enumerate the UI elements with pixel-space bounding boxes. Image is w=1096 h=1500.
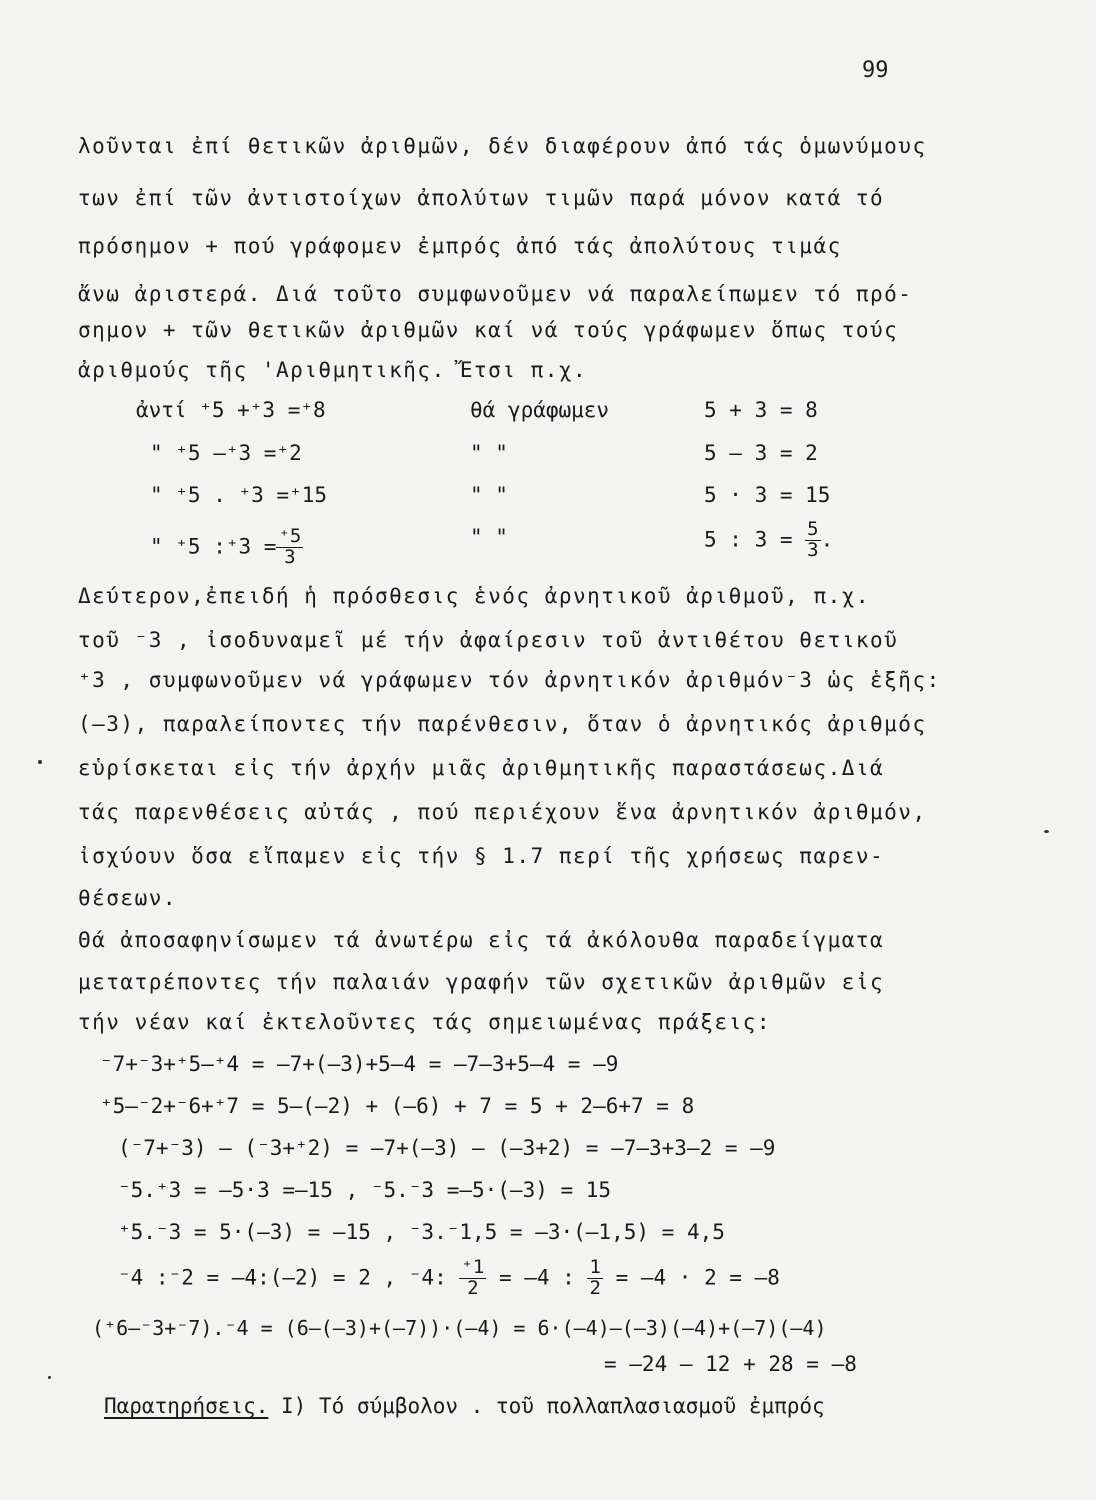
fraction-numerator: 1 [589, 1256, 601, 1278]
equation-line: ⁺5–⁻2+⁻6+⁺7 = 5–(–2) + (–6) + 7 = 5 + 2–6+7 = 8 [100, 1094, 695, 1118]
text-line: μετατρέποντες τήν παλαιάν γραφήν τῶν σχετικῶν ἀριθμῶν εἰς [78, 970, 885, 994]
remarks-line [104, 1396, 825, 1417]
text-line: τήν νέαν καί ἐκτελοῦντες τάς σημειωμένας πράξεις: [78, 1010, 772, 1034]
equation-line: (⁻7+⁻3) – (⁻3+⁺2) = –7+(–3) – (–3+2) = –7–3+3–2 = –9 [118, 1136, 776, 1160]
fraction-numerator: ⁺5 [278, 525, 302, 547]
fraction-denominator: 3 [807, 538, 819, 561]
example-middle-text: " " [470, 525, 508, 549]
text-line: ἀριθμούς τῆς 'Αριθμητικῆς. Ἔτσι π.χ. [78, 358, 588, 382]
page-number: 99 [862, 58, 889, 83]
fraction [459, 1258, 486, 1299]
text-line: Δεύτερον,ἐπειδή ἡ πρόσθεσις ἑνός ἀρνητικοῦ ἀριθμοῦ, π.χ. [78, 584, 871, 608]
example-old-notation: " ⁺5 –⁺3 =⁺2 [150, 441, 302, 465]
example-old-notation: " ⁺5 . ⁺3 =⁺15 [150, 483, 328, 507]
text-line: τοῦ ⁻3 , ἰσοδυναμεῖ μέ τήν ἀφαίρεσιν τοῦ ἀντιθέτου θετικοῦ [78, 628, 899, 652]
fraction-numerator: 5 [807, 518, 819, 540]
example-new-notation [704, 520, 833, 561]
equation-line: ⁺5.⁻3 = 5·(–3) = –15 , ⁻3.⁻1,5 = –3·(–1,5) = 4,5 [118, 1220, 725, 1244]
example-old-notation [150, 527, 303, 568]
fraction [276, 527, 303, 568]
text-line: πρόσημον + πού γράφομεν ἐμπρός ἀπό τάς ἀπολύτους τιμάς [78, 234, 842, 258]
text-line: ⁺3 , συμφωνοῦμεν νά γράφωμεν τόν ἀρνητικόν ἀριθμόν⁻3 ὡς ἑξῆς: [78, 668, 941, 692]
scan-speck [48, 1376, 51, 1379]
fraction-denominator: 3 [284, 545, 296, 568]
remarks-text: I) Τό σύμβολον . τοῦ πολλαπλασιασμοῦ ἐμπρός [281, 1394, 825, 1418]
period: . [820, 527, 834, 552]
text-line: τάς παρενθέσεις αὐτάς , πού περιέχουν ἕνα ἀρνητικόν ἀριθμόν, [78, 800, 927, 824]
scan-speck [1044, 830, 1049, 833]
scan-speck [38, 760, 42, 764]
example-new-notation-text: 5 : 3 = [704, 527, 793, 552]
text-line: σημον + τῶν θετικῶν ἀριθμῶν καί νά τούς γράφωμεν ὅπως τούς [78, 318, 899, 342]
equation-line: = –24 – 12 + 28 = –8 [604, 1352, 857, 1376]
text-line: (–3), παραλείποντες τήν παρένθεσιν, ὅταν ὁ ἀρνητικός ἀριθμός [78, 712, 927, 736]
equation-line: ⁻5.⁺3 = –5·3 =–15 , ⁻5.⁻3 =–5·(–3) = 15 [118, 1178, 612, 1202]
example-old-notation: ἀντί ⁺5 +⁺3 =⁺8 [136, 398, 326, 422]
example-new-notation: 5 + 3 = 8 [704, 398, 818, 422]
equation-line: (⁺6–⁻3+⁻7).⁻4 = (6–(–3)+(–7))·(–4) = 6·(–4)–(–3)(–4)+(–7)(–4) [92, 1316, 827, 1340]
fraction-denominator: 2 [467, 1276, 479, 1299]
text-line: ἄνω ἀριστερά. Διά τοῦτο συμφωνοῦμεν νά παραλείπωμεν τό πρό- [78, 282, 913, 306]
example-new-notation: 5 · 3 = 15 [704, 483, 831, 507]
text-line: Θά ἀποσαφηνίσωμεν τά ἀνωτέρω εἰς τά ἀκόλουθα παραδείγματα [78, 928, 885, 952]
equation-line: ⁻7+⁻3+⁺5–⁺4 = –7+(–3)+5–4 = –7–3+5–4 = –9 [100, 1052, 619, 1076]
remarks-heading: Παρατηρήσεις. [104, 1394, 269, 1418]
fraction [805, 520, 820, 561]
example-new-notation: 5 – 3 = 2 [704, 441, 818, 465]
text-line: θέσεων. [78, 886, 178, 910]
text-line: ἰσχύουν ὅσα εἴπαμεν εἰς τήν § 1.7 περί τῆς χρήσεως παρεν- [78, 844, 885, 868]
equation-line [118, 1258, 780, 1299]
example-middle-text: θά γράφωμεν [470, 398, 610, 422]
example-middle-text: " " [470, 441, 508, 465]
fraction [587, 1258, 602, 1299]
text-line: λοῦνται ἐπί θετικῶν ἀριθμῶν, δέν διαφέρουν ἀπό τάς ὁμωνύμους [78, 134, 927, 158]
equation-part: = –4 · 2 = –8 [615, 1265, 780, 1290]
example-middle-text: " " [470, 483, 508, 507]
text-line: των ἐπί τῶν ἀντιστοίχων ἀπολύτων τιμῶν παρά μόνον κατά τό [78, 186, 885, 210]
equation-part: = –4 : [498, 1265, 575, 1290]
equation-part: ⁻4 :⁻2 = –4:(–2) = 2 , ⁻4: [118, 1265, 447, 1290]
text-line: εὑρίσκεται εἰς τήν ἀρχήν μιᾶς ἀριθμητικῆς παραστάσεως.Διά [78, 756, 885, 780]
fraction-numerator: ⁺1 [461, 1256, 485, 1278]
fraction-denominator: 2 [589, 1276, 601, 1299]
example-old-notation-text: " ⁺5 :⁺3 = [150, 534, 277, 559]
